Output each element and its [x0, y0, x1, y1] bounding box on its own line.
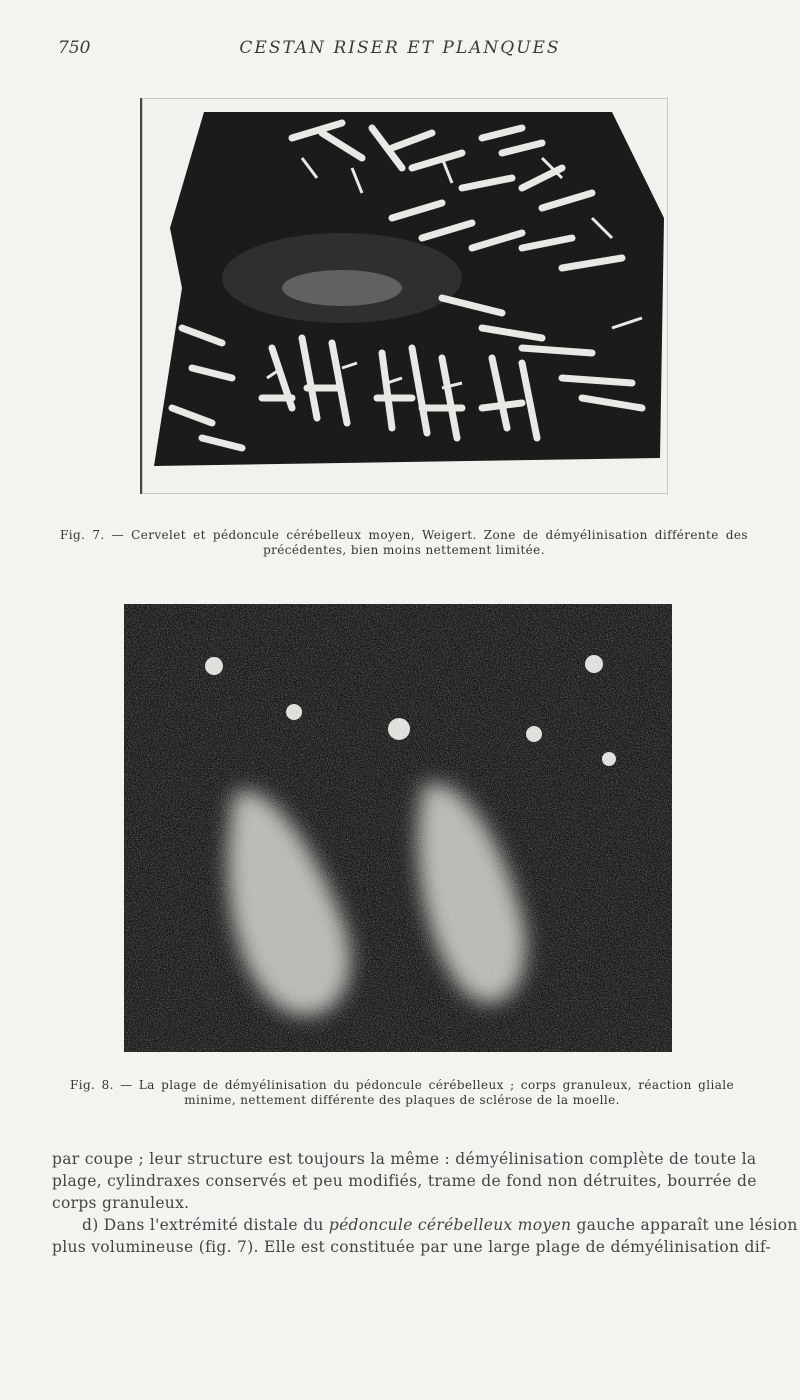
body-line: plage, cylindraxes conservés et peu modifiés, trame de fond non détruites, bourrée de [52, 1172, 757, 1190]
figure-8-photo [124, 604, 672, 1052]
page-number: 750 [58, 38, 91, 58]
body-paragraph [52, 1148, 798, 1258]
figure-7-caption-line: précédentes, bien moins nettement limitée. [263, 543, 545, 557]
body-line: par coupe ; leur structure est toujours la même : démyélinisation complète de toute la [52, 1150, 757, 1168]
body-italic-term: pédoncule cérébelleux moyen [328, 1216, 572, 1234]
body-line: corps granuleux. [52, 1194, 190, 1212]
figure-7-photo [140, 98, 668, 494]
figure-7-caption [60, 528, 748, 558]
figure-7-caption-line: Fig. 7. — Cervelet et pédoncule cérébelleux moyen, Weigert. Zone de démyélinisation différente des [60, 528, 748, 542]
body-line [52, 1214, 798, 1236]
body-text-segment: d) Dans l'extrémité distale du [82, 1216, 329, 1234]
body-line: plus volumineuse (fig. 7). Elle est constituée par une large plage de démyélinisation dif- [52, 1238, 771, 1256]
body-text-segment: gauche apparaît une lésion [571, 1216, 798, 1234]
micrograph-image [124, 604, 672, 1052]
figure-8-caption-line: Fig. 8. — La plage de démyélinisation du pédoncule cérébelleux ; corps granuleux, réaction gliale [70, 1078, 734, 1092]
figure-8-caption [70, 1078, 734, 1108]
cerebellum-section-image [142, 98, 668, 494]
figure-8-caption-line: minime, nettement différente des plaques de sclérose de la moelle. [184, 1093, 620, 1107]
running-head: CESTAN RISER ET PLANQUES [239, 38, 561, 58]
